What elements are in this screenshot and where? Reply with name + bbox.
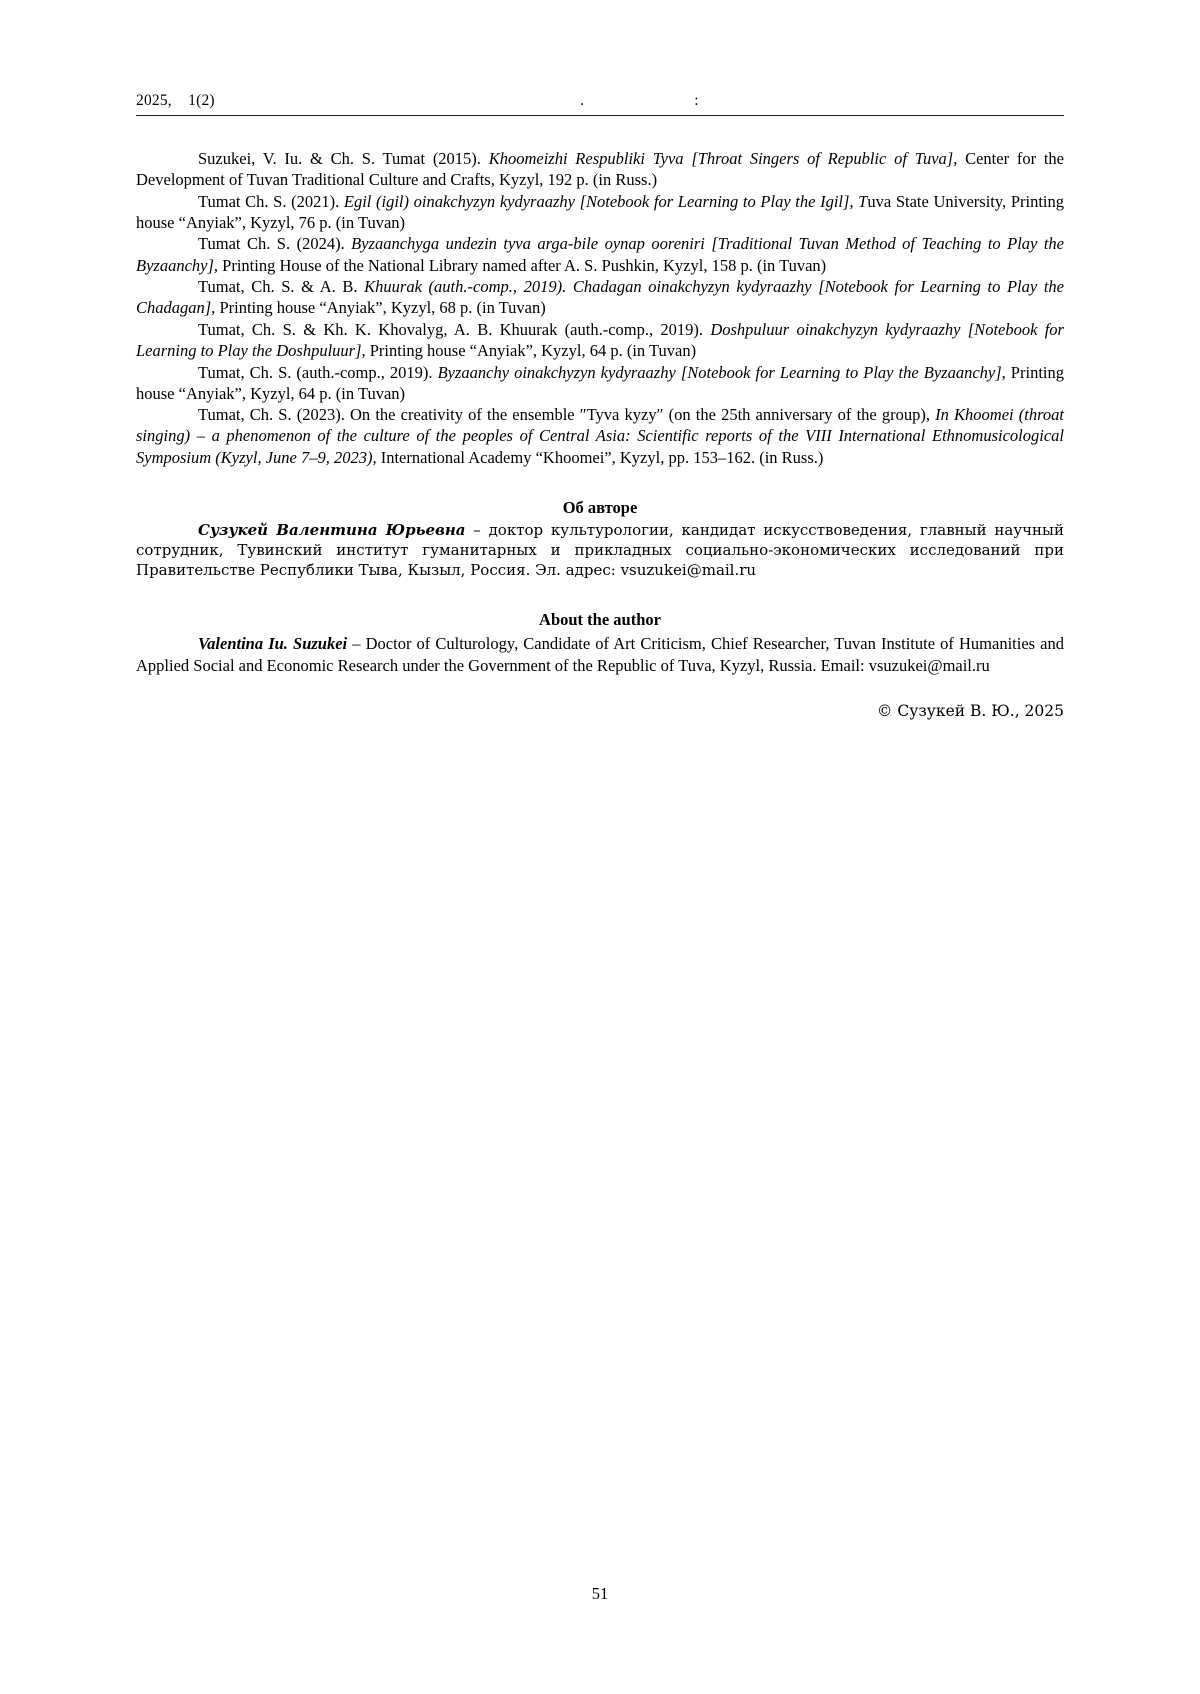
reference-text: Suzukei, V. Iu. & Ch. S. Tumat (2015). — [198, 149, 489, 168]
about-author-ru-heading: Об авторе — [562, 497, 638, 517]
reference-title: Doshpuluur oinakchyzyn kydyraazhy [Notebook for Learning to Play the Doshpuluur], — [136, 319, 1064, 360]
reference-title: Egil (igil) oinakchyzyn kydyraazhy [Notebook for Learning to Play the Igil], T — [343, 191, 868, 211]
reference-title: Byzaanchy oinakchyzyn kydyraazhy [Notebook for Learning to Play the Byzaanchy] — [437, 362, 1002, 382]
author-bio-ru: – доктор культурологии, кандидат искусствоведения, главный научный сотрудник, Тувинский институт гуманитарных и прикладных социально-экономических исследований при Правительстве Республики Тыва, Кызыл, Россия. Эл. адрес: vsuzukei@mail.ru — [136, 520, 1064, 579]
header-issue-info: 2025, 1(2) — [136, 92, 215, 109]
reference-text: Tumat Ch. S. (2024). — [198, 234, 352, 254]
page-header — [136, 0, 1064, 110]
reference-text: Tumat Ch. S. (2021). — [198, 191, 344, 211]
header-journal-title: . : — [580, 92, 699, 109]
about-author-ru — [136, 521, 1064, 581]
about-author-en — [136, 633, 1064, 676]
reference-title: Khuurak (auth.-comp., 2019). Chadagan oinakchyzyn kydyraazhy [Notebook for Learning to Play the Chadagan], — [136, 277, 1064, 318]
reference-text: International Academy “Khoomei”, Kyzyl, pp. 153–162. (in Russ.) — [380, 447, 824, 467]
reference-text: Tumat, Ch. S. (auth.-comp., 2019). — [198, 362, 438, 382]
reference-text: Tumat, Ch. S. & Kh. K. Khovalyg, A. B. Khuurak (auth.-comp., 2019). — [198, 319, 711, 339]
reference-title: In Khoomei (throat singing) – a phenomenon of the culture of the peoples of Central Asia: Scientific reports of the VIII International Ethnomusicological Symposium (Kyzyl, June 7–9, 2023), — [136, 405, 1065, 467]
reference-text: Printing house “Anyiak”, Kyzyl, 68 p. (in Tuvan) — [219, 298, 546, 318]
reference-text: uva State University, Printing house “Anyiak”, Kyzyl, 76 p. (in Tuvan) — [136, 191, 1064, 232]
reference-entry — [136, 233, 1064, 275]
reference-entry — [136, 319, 1064, 361]
reference-entry — [136, 276, 1064, 318]
about-author-en-heading: About the author — [539, 610, 661, 630]
reference-entry — [136, 191, 1064, 233]
references-list — [136, 148, 1064, 468]
header-divider — [136, 115, 1064, 116]
reference-entry — [136, 148, 1064, 190]
reference-entry — [136, 404, 1064, 467]
reference-text: Printing House of the National Library named after A. S. Pushkin, Kyzyl, 158 p. (in Tuvan) — [222, 255, 827, 275]
reference-text: Tumat, Ch. S. & A. B. — [198, 277, 365, 297]
reference-title: Khoomeizhi Respubliki Tyva [Throat Singers of Republic of Tuva], — [488, 149, 958, 168]
reference-entry — [136, 362, 1064, 404]
copyright-notice: © Сузукей В. Ю., 2025 — [876, 702, 1064, 721]
author-name-en: Valentina Iu. Suzukei — [198, 634, 348, 654]
reference-text: Printing house “Anyiak”, Kyzyl, 64 p. (in Tuvan) — [369, 340, 697, 360]
author-bio-en: – Doctor of Culturology, Candidate of Art Criticism, Chief Researcher, Tuvan Institute of Humanities and Applied Social and Economic Research under the Government of the Republic of Tuva, Kyzyl, Russia. Email: vsuzukei@mail.ru — [136, 634, 1065, 675]
reference-title: Byzaanchyga undezin tyva arga-bile oynap ooreniri [Traditional Tuvan Method of Teaching to Play the Byzaanchy], — [136, 234, 1064, 275]
reference-text: , Printing house “Anyiak”, Kyzyl, 64 p. (in Tuvan) — [136, 362, 1064, 403]
page-number: 51 — [591, 1584, 609, 1603]
reference-text: Tumat, Ch. S. (2023). On the creativity of the ensemble ″Tyva kyzy″ (on the 25th anniversary of the group), — [198, 405, 936, 425]
author-name-ru: Сузукей Валентина Юрьевна — [198, 520, 466, 539]
reference-text: Center for the Development of Tuvan Traditional Culture and Crafts, Kyzyl, 192 p. (in Russ.) — [136, 149, 1064, 190]
